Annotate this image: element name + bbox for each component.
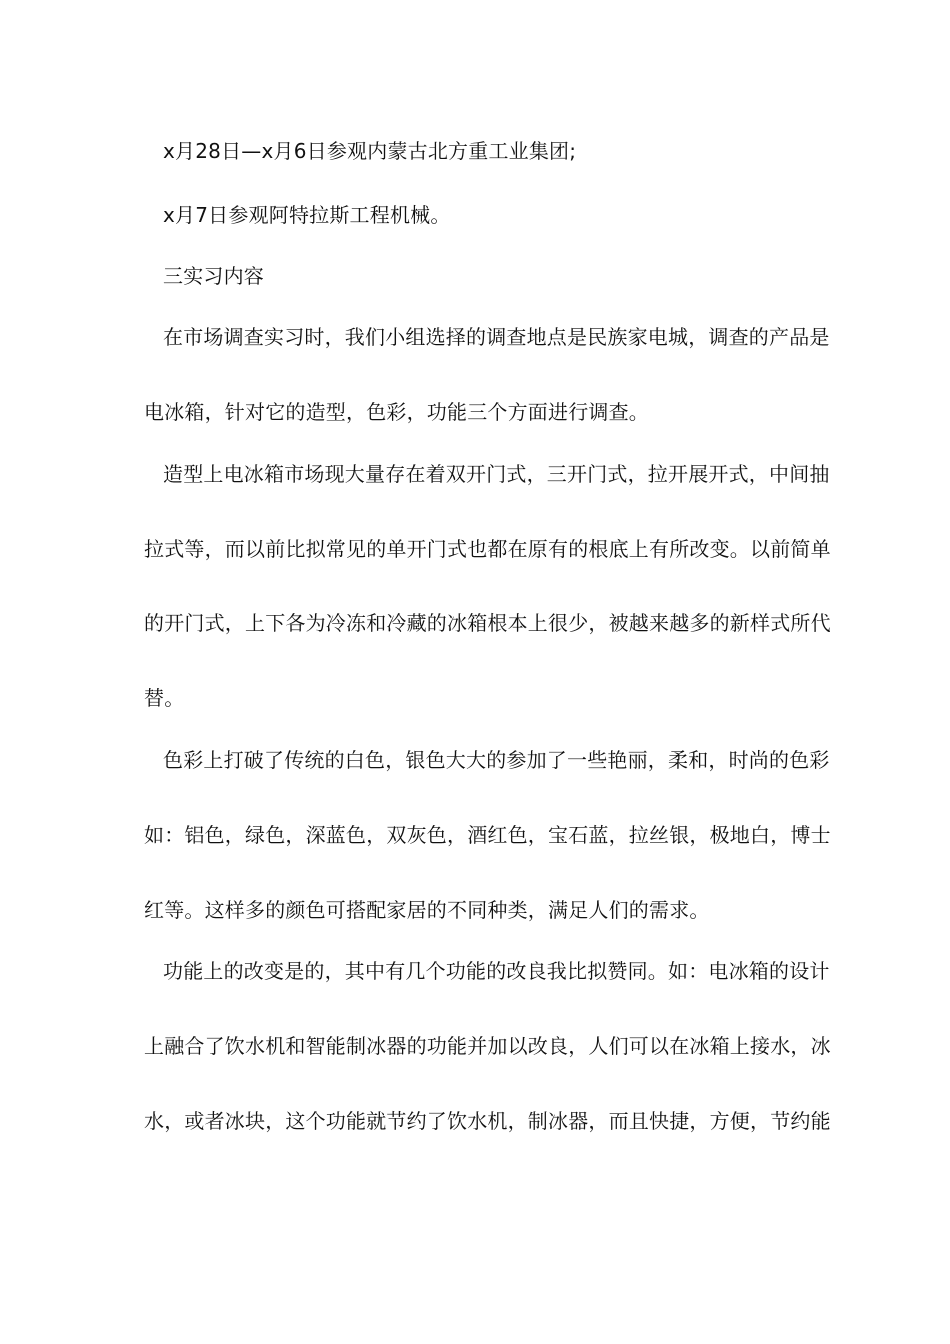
paragraph-market-line-1: 在市场调查实习时，我们小组选择的调查地点是民族家电城，调查的产品是: [163, 325, 830, 349]
paragraph-shape-line-3: 的开门式，上下各为冷冻和冷藏的冰箱根本上很少，被越来越多的新样式所代: [144, 611, 831, 635]
paragraph-color-line-2: 如：铝色，绿色，深蓝色，双灰色，酒红色，宝石蓝，拉丝银，极地白，博士: [144, 823, 831, 847]
paragraph-function-line-2: 上融合了饮水机和智能制冰器的功能并加以改良，人们可以在冰箱上接水，冰: [144, 1034, 831, 1058]
paragraph-color-line-1: 色彩上打破了传统的白色，银色大大的参加了一些艳丽，柔和，时尚的色彩: [163, 748, 830, 772]
paragraph-function-line-3: 水，或者冰块，这个功能就节约了饮水机，制冰器，而且快捷，方便，节约能: [144, 1109, 831, 1133]
section-heading: 三实习内容: [163, 264, 264, 288]
visit-schedule-line-1: x月28日—x月6日参观内蒙古北方重工业集团;: [163, 139, 577, 163]
visit-schedule-line-2: x月7日参观阿特拉斯工程机械。: [163, 203, 451, 227]
paragraph-function-line-1: 功能上的改变是的，其中有几个功能的改良我比拟赞同。如：电冰箱的设计: [163, 959, 830, 983]
paragraph-shape-line-1: 造型上电冰箱市场现大量存在着双开门式，三开门式，拉开展开式，中间抽: [163, 462, 830, 486]
paragraph-shape-line-2: 拉式等，而以前比拟常见的单开门式也都在原有的根底上有所改变。以前简单: [144, 537, 831, 561]
paragraph-shape-line-4: 替。: [144, 686, 185, 710]
paragraph-market-line-2: 电冰箱，针对它的造型，色彩，功能三个方面进行调查。: [144, 400, 649, 424]
paragraph-color-line-3: 红等。这样多的颜色可搭配家居的不同种类，满足人们的需求。: [144, 898, 710, 922]
